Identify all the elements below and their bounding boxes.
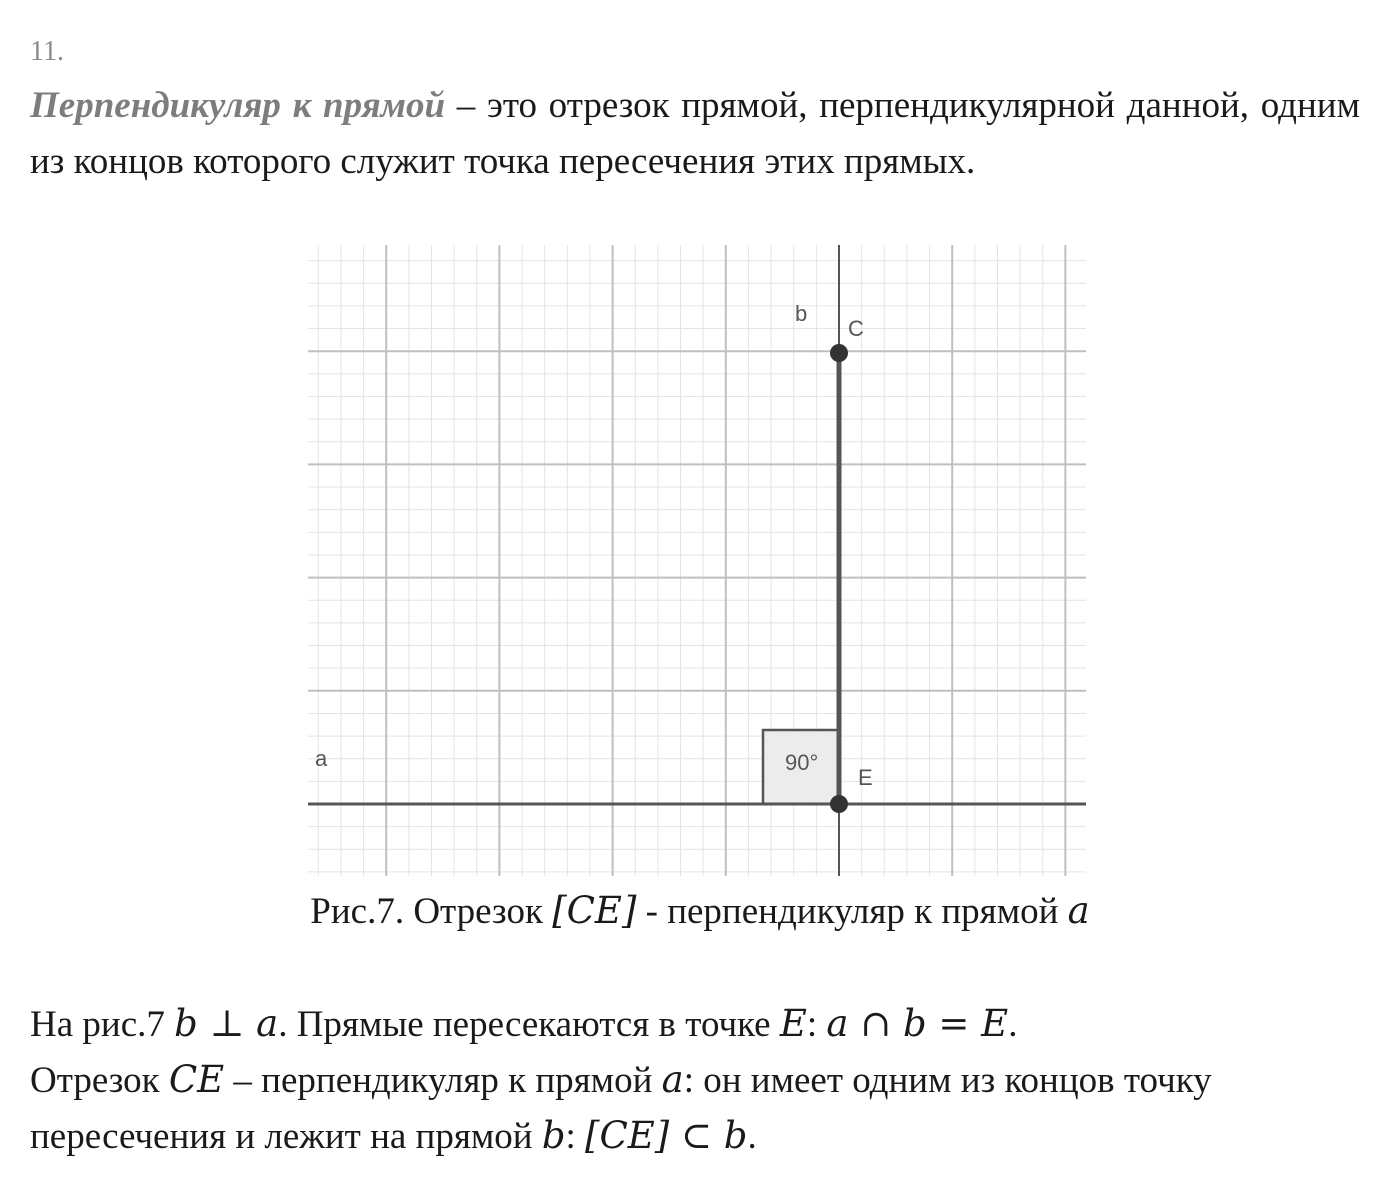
p1-text-2: . Прямые пересекаются в точке — [278, 1004, 780, 1045]
caption-prefix: Рис.7. Отрезок — [310, 891, 553, 932]
line-b-label: b — [795, 301, 808, 326]
p3-text-3: . — [747, 1116, 757, 1157]
p2-text-3: : он имеет одним из концов точку — [683, 1060, 1212, 1101]
point-e — [830, 795, 848, 813]
definition-text: – это отрезок прямой, перпендикулярной данной, одним из концов которого служит точка пересечения этих прямых. — [30, 85, 1361, 182]
caption-segment: [CE] — [552, 889, 637, 932]
p3-math-line: b — [541, 1114, 566, 1157]
p2-text-2: – перпендикуляр к прямой — [224, 1060, 662, 1101]
p3-math-subset: [CE] ⊂ b — [585, 1114, 748, 1157]
point-c-label: C — [848, 316, 864, 341]
paragraph-3 — [30, 1108, 1370, 1165]
paragraph-1 — [30, 996, 1370, 1053]
p1-math-perp: b ⊥ a — [174, 1002, 279, 1045]
figure-caption — [0, 886, 1400, 937]
caption-middle: - перпендикуляр к прямой — [636, 891, 1068, 932]
p3-text-1: пересечения и лежит на прямой — [30, 1116, 542, 1157]
p1-text-1: На рис.7 — [30, 1004, 175, 1045]
paragraph-2 — [30, 1052, 1370, 1109]
point-e-label: E — [858, 765, 873, 790]
p2-math-line: a — [661, 1058, 684, 1101]
minor-grid — [308, 245, 1086, 876]
caption-line: a — [1067, 889, 1090, 932]
item-number: 11. — [30, 36, 64, 67]
p2-math-segment: CE — [168, 1058, 225, 1101]
p2-text-1: Отрезок — [30, 1060, 169, 1101]
point-c — [830, 344, 848, 362]
p1-text-3: : — [806, 1004, 827, 1045]
angle-label: 90° — [785, 750, 819, 775]
p1-math-point: E — [779, 1002, 807, 1045]
p3-text-2: : — [565, 1116, 586, 1157]
line-a-label: a — [315, 746, 328, 771]
p1-math-intersection: a ∩ b = E — [826, 1002, 1009, 1045]
p1-text-4: . — [1008, 1004, 1018, 1045]
definition-term: Перпендикуляр к прямой — [30, 85, 446, 126]
